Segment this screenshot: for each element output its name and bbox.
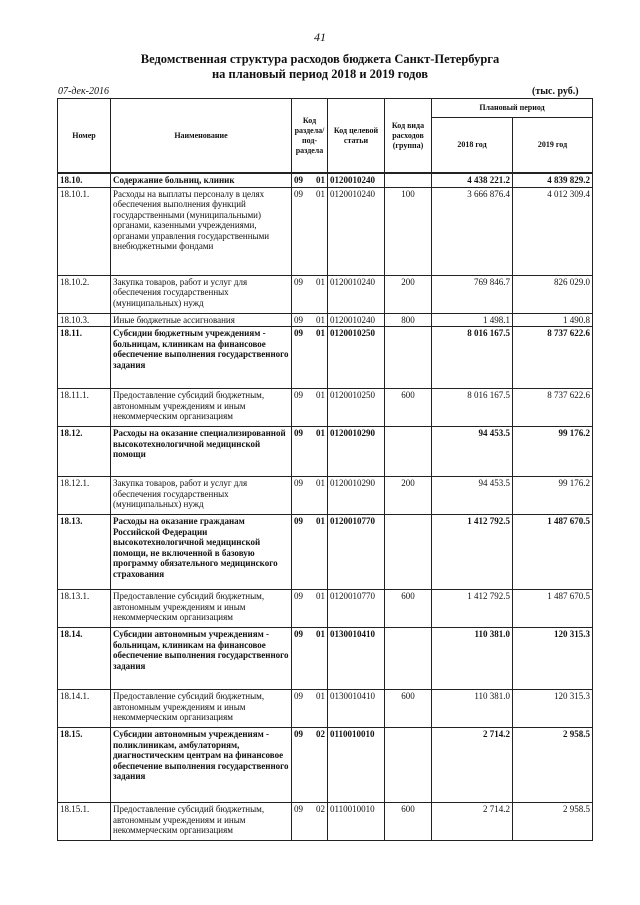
- row-subsection-code: 02: [311, 728, 328, 803]
- row-amount-2019: 2 958.5: [513, 728, 593, 803]
- row-number: 18.13.1.: [58, 590, 111, 628]
- row-section-code: 09: [292, 690, 311, 728]
- row-expense-type-code: 200: [385, 477, 432, 515]
- row-section-code: 09: [292, 515, 311, 590]
- row-subsection-code: 01: [311, 275, 328, 313]
- row-number: 18.10.2.: [58, 275, 111, 313]
- row-amount-2018: 94 453.5: [432, 427, 513, 477]
- row-expense-type-code: 200: [385, 275, 432, 313]
- row-expense-type-code: 600: [385, 389, 432, 427]
- row-expense-type-code: [385, 628, 432, 690]
- row-amount-2018: 1 412 792.5: [432, 590, 513, 628]
- row-expense-type-code: [385, 515, 432, 590]
- row-amount-2019: 4 012 309.4: [513, 187, 593, 275]
- row-expense-type-code: 600: [385, 590, 432, 628]
- table-row: [58, 327, 593, 389]
- row-target-code: 0120010250: [328, 389, 385, 427]
- row-amount-2018: 8 016 167.5: [432, 389, 513, 427]
- row-section-code: 09: [292, 327, 311, 389]
- header-year-2018: 2018 год: [432, 118, 513, 174]
- row-amount-2019: 1 487 670.5: [513, 590, 593, 628]
- row-amount-2018: 1 498.1: [432, 313, 513, 327]
- table-row: [58, 187, 593, 275]
- row-section-code: 09: [292, 590, 311, 628]
- header-name: Наименование: [111, 99, 292, 174]
- table-row: [58, 803, 593, 841]
- budget-table-body: [58, 173, 593, 841]
- row-amount-2019: 99 176.2: [513, 427, 593, 477]
- title-line-2: на плановый период 2018 и 2019 годов: [211, 67, 429, 81]
- title-line-1: Ведомственная структура расходов бюджета Санкт-Петербурга: [140, 52, 500, 66]
- row-amount-2018: 4 438 221.2: [432, 173, 513, 187]
- row-number: 18.11.1.: [58, 389, 111, 427]
- row-number: 18.15.: [58, 728, 111, 803]
- row-amount-2019: 1 490.8: [513, 313, 593, 327]
- row-expense-type-code: [385, 728, 432, 803]
- row-amount-2019: 4 839 829.2: [513, 173, 593, 187]
- row-target-code: 0120010770: [328, 590, 385, 628]
- row-amount-2018: 2 714.2: [432, 803, 513, 841]
- row-expense-type-code: [385, 327, 432, 389]
- header-number: Номер: [58, 99, 111, 174]
- row-expense-type-code: [385, 427, 432, 477]
- row-subsection-code: 01: [311, 173, 328, 187]
- row-target-code: 0120010770: [328, 515, 385, 590]
- row-amount-2018: 3 666 876.4: [432, 187, 513, 275]
- table-row: [58, 275, 593, 313]
- row-number: 18.14.1.: [58, 690, 111, 728]
- row-amount-2018: 110 381.0: [432, 628, 513, 690]
- row-subsection-code: 01: [311, 515, 328, 590]
- row-name: Закупка товаров, работ и услуг для обеспечения государственных (муниципальных) нужд: [111, 477, 292, 515]
- table-row: [58, 728, 593, 803]
- row-target-code: 0120010250: [328, 327, 385, 389]
- row-number: 18.10.1.: [58, 187, 111, 275]
- row-amount-2018: 769 846.7: [432, 275, 513, 313]
- row-amount-2019: 8 737 622.6: [513, 389, 593, 427]
- header-year-2019: 2019 год: [513, 118, 593, 174]
- row-amount-2019: 120 315.3: [513, 690, 593, 728]
- row-name: Предоставление субсидий бюджетным, автономным учреждениям и иным некоммерческим организациям: [111, 690, 292, 728]
- row-amount-2018: 94 453.5: [432, 477, 513, 515]
- row-target-code: 0120010240: [328, 313, 385, 327]
- row-amount-2019: 2 958.5: [513, 803, 593, 841]
- page-number: 41: [314, 30, 326, 44]
- row-expense-type-code: 800: [385, 313, 432, 327]
- row-expense-type-code: 100: [385, 187, 432, 275]
- row-section-code: 09: [292, 728, 311, 803]
- row-target-code: 0120010240: [328, 275, 385, 313]
- row-name: Иные бюджетные ассигнования: [111, 313, 292, 327]
- row-number: 18.10.3.: [58, 313, 111, 327]
- table-row: [58, 389, 593, 427]
- table-row: [58, 590, 593, 628]
- row-number: 18.11.: [58, 327, 111, 389]
- row-amount-2018: 110 381.0: [432, 690, 513, 728]
- row-subsection-code: 01: [311, 690, 328, 728]
- row-name: Субсидии автономным учреждениям - больницам, клиникам на финансовое обеспечение выполнения государственного задания: [111, 628, 292, 690]
- row-amount-2019: 1 487 670.5: [513, 515, 593, 590]
- row-target-code: 0130010410: [328, 690, 385, 728]
- row-name: Предоставление субсидий бюджетным, автономным учреждениям и иным некоммерческим организациям: [111, 590, 292, 628]
- row-subsection-code: 01: [311, 389, 328, 427]
- row-section-code: 09: [292, 628, 311, 690]
- row-section-code: 09: [292, 803, 311, 841]
- row-number: 18.15.1.: [58, 803, 111, 841]
- row-expense-type-code: 600: [385, 803, 432, 841]
- header-section: Код раздела/ под- раздела: [292, 99, 328, 174]
- row-amount-2018: 1 412 792.5: [432, 515, 513, 590]
- table-row: [58, 628, 593, 690]
- row-target-code: 0120010240: [328, 173, 385, 187]
- document-date: 07-дек-2016: [58, 86, 109, 97]
- row-target-code: 0120010290: [328, 477, 385, 515]
- row-subsection-code: 01: [311, 187, 328, 275]
- row-amount-2018: 2 714.2: [432, 728, 513, 803]
- row-expense-type-code: 600: [385, 690, 432, 728]
- row-section-code: 09: [292, 477, 311, 515]
- row-section-code: 09: [292, 173, 311, 187]
- row-target-code: 0120010290: [328, 427, 385, 477]
- budget-table: [57, 98, 593, 841]
- row-amount-2019: 120 315.3: [513, 628, 593, 690]
- row-section-code: 09: [292, 313, 311, 327]
- row-subsection-code: 01: [311, 628, 328, 690]
- row-number: 18.10.: [58, 173, 111, 187]
- row-subsection-code: 01: [311, 427, 328, 477]
- table-row: [58, 515, 593, 590]
- row-section-code: 09: [292, 187, 311, 275]
- row-subsection-code: 02: [311, 803, 328, 841]
- document-title: [0, 52, 640, 82]
- row-number: 18.12.: [58, 427, 111, 477]
- row-amount-2018: 8 016 167.5: [432, 327, 513, 389]
- row-subsection-code: 01: [311, 327, 328, 389]
- row-amount-2019: 99 176.2: [513, 477, 593, 515]
- row-subsection-code: 01: [311, 590, 328, 628]
- row-expense-type-code: [385, 173, 432, 187]
- header-planned-period: Плановый период: [432, 99, 593, 118]
- row-number: 18.14.: [58, 628, 111, 690]
- row-name: Предоставление субсидий бюджетным, автономным учреждениям и иным некоммерческим организациям: [111, 803, 292, 841]
- row-subsection-code: 01: [311, 477, 328, 515]
- row-amount-2019: 826 029.0: [513, 275, 593, 313]
- row-amount-2019: 8 737 622.6: [513, 327, 593, 389]
- row-section-code: 09: [292, 275, 311, 313]
- row-name: Содержание больниц, клиник: [111, 173, 292, 187]
- row-subsection-code: 01: [311, 313, 328, 327]
- row-number: 18.13.: [58, 515, 111, 590]
- row-name: Расходы на оказание гражданам Российской Федерации высокотехнологичной медицинской помощи, не включенной в базовую программу обязательного медицинского страхования: [111, 515, 292, 590]
- header-target: Код целевой статьи: [328, 99, 385, 174]
- table-row: [58, 173, 593, 187]
- row-name: Предоставление субсидий бюджетным, автономным учреждениям и иным некоммерческим организациям: [111, 389, 292, 427]
- row-target-code: 0130010410: [328, 628, 385, 690]
- row-name: Закупка товаров, работ и услуг для обеспечения государственных (муниципальных) нужд: [111, 275, 292, 313]
- row-number: 18.12.1.: [58, 477, 111, 515]
- row-section-code: 09: [292, 427, 311, 477]
- row-name: Расходы на выплаты персоналу в целях обеспечения выполнения функций государственными (муниципальными) органами, казенными учреждениями, органами управления государственными внебюджетными фондами: [111, 187, 292, 275]
- row-target-code: 0110010010: [328, 803, 385, 841]
- table-row: [58, 477, 593, 515]
- row-section-code: 09: [292, 389, 311, 427]
- table-row: [58, 690, 593, 728]
- header-expense-type: Код вида расходов (группа): [385, 99, 432, 174]
- row-name: Расходы на оказание специализированной высокотехнологичной медицинской помощи: [111, 427, 292, 477]
- units-label: (тыс. руб.): [532, 86, 579, 97]
- row-name: Субсидии автономным учреждениям - поликлиникам, амбулаториям, диагностическим центрам на финансовое обеспечение выполнения государственного задания: [111, 728, 292, 803]
- table-row: [58, 313, 593, 327]
- row-name: Субсидии бюджетным учреждениям - больницам, клиникам на финансовое обеспечение выполнения государственного задания: [111, 327, 292, 389]
- table-row: [58, 427, 593, 477]
- row-target-code: 0120010240: [328, 187, 385, 275]
- row-target-code: 0110010010: [328, 728, 385, 803]
